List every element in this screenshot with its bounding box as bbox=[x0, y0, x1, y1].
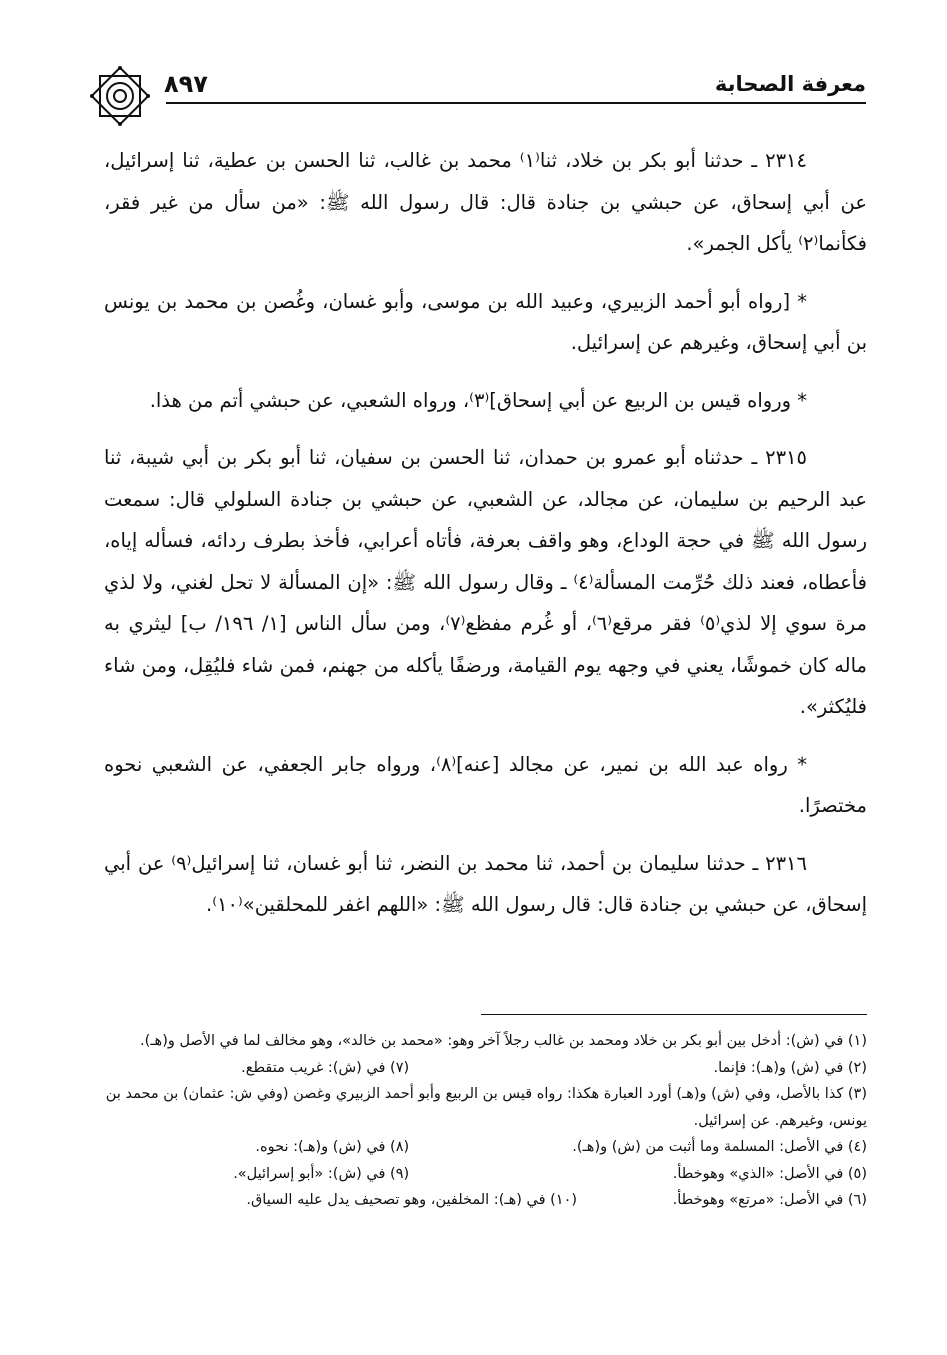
footnote-10: (١٠) في (هـ): المخلفين، وهو تصحيف يدل عليه السياق. bbox=[246, 1192, 578, 1208]
footnote-6: (٦) في الأصل: «مرتع» وهوخطأ. bbox=[672, 1192, 867, 1208]
footnote-7: (٧) في (ش): غريب متقطع. bbox=[241, 1059, 410, 1076]
header-divider bbox=[166, 102, 866, 104]
hadith-2316: ٢٣١٦ ـ حدثنا سليمان بن أحمد، ثنا محمد بن النضر، ثنا أبو غسان، ثنا إسرائيل⁽٩⁾ عن أبي إسحاق، عن حبشي بن جنادة قال: قال رسول الله ﷺ: «اللهم اغفر للمحلقين»⁽١٠⁾. bbox=[104, 851, 867, 916]
footnote-4: (٤) في الأصل: المسلمة وما أثبت من (ش) و(هـ). bbox=[572, 1139, 867, 1155]
running-title: معرفة الصحابة bbox=[714, 72, 866, 96]
narration-note-2: * ورواه قيس بن الربيع عن أبي إسحاق]⁽٣⁾، ورواه الشعبي، عن حبشي أتم من هذا. bbox=[149, 388, 807, 412]
footnote-row bbox=[104, 1187, 867, 1214]
footnote-3: (٣) كذا بالأصل، وفي (ش) و(هـ) أورد العبارة هكذا: رواه قيس بن الربيع وأبو أحمد الزبيري وغصن (وفي ش: عثمان) بن محمد بن يونس، وغيرهم. عن إسرائيل. bbox=[105, 1086, 867, 1129]
footnote-row bbox=[104, 1161, 867, 1188]
narration-note-3: * رواه عبد الله بن نمير، عن مجالد [عنه]⁽٨⁾، ورواه جابر الجعفي، عن الشعبي نحوه مختصرًا. bbox=[104, 752, 867, 817]
footnote-divider bbox=[481, 1014, 867, 1015]
footnotes bbox=[104, 1028, 867, 1214]
footnote-5: (٥) في الأصل: «الذي» وهوخطأ. bbox=[672, 1165, 867, 1182]
octagonal-star-ornament-icon bbox=[86, 62, 154, 130]
page-number: ٨٩٧ bbox=[164, 70, 208, 98]
footnote-9: (٩) في (ش): «أبو إسرائيل». bbox=[233, 1165, 410, 1182]
page-header bbox=[86, 62, 866, 132]
footnote-row bbox=[104, 1055, 867, 1082]
footnote-row bbox=[104, 1134, 867, 1161]
hadith-2314: ٢٣١٤ ـ حدثنا أبو بكر بن خلاد، ثنا⁽١⁾ محمد بن غالب، ثنا الحسن بن عطية، ثنا إسرائيل، عن أبي إسحاق، عن حبشي بن جنادة قال: قال رسول الله ﷺ: «من سأل من غير فقر، فكأنما⁽٢⁾ يأكل الجمر». bbox=[104, 149, 867, 255]
hadith-2315: ٢٣١٥ ـ حدثناه أبو عمرو بن حمدان، ثنا الحسن بن سفيان، ثنا أبو بكر بن أبي شيبة، ثنا عبد الرحيم بن سليمان، عن مجالد، عن الشعبي، عن حبشي بن جنادة السلولي قال: سمعت رسول الله ﷺ في حجة الوداع، وهو واقف بعرفة، فأتاه أعرابي، فأخذ بطرف ردائه، فسأله إياه، فأعطاه، فعند ذلك حُرِّمت المسألة⁽٤⁾ ـ وقال رسول الله ﷺ: «إن المسألة لا تحل لغني، ولا لذي مرة سوي إلا لذي⁽٥⁾ فقر مرقع⁽٦⁾، أو غُرم مفظع⁽٧⁾، ومن سأل الناس [١/ ١٩٦/ ب] ليثري به ماله كان خموشًا، يعني في وجهه يوم القيامة، ورضفًا يأكله من جهنم، فمن شاء فليُقِل، ومن شاء فليُكثر». bbox=[104, 446, 868, 718]
footnote-2: (٢) في (ش) و(هـ): فإنما. bbox=[713, 1059, 867, 1076]
narration-note-1: * [رواه أبو أحمد الزبيري، وعبيد الله بن موسى، وأبو غسان، وغُصن بن محمد بن يونس بن أبي إسحاق، وغيرهم عن إسرائيل. bbox=[104, 289, 867, 354]
footnote-8: (٨) في (ش) و(هـ): نحوه. bbox=[255, 1139, 410, 1155]
footnote-1: (١) في (ش): أدخل بين أبو بكر بن خلاد ومحمد بن غالب رجلاً آخر وهو: «محمد بن خالد»، وهو مخالف لما في الأصل و(هـ). bbox=[140, 1033, 867, 1049]
main-text bbox=[104, 140, 867, 933]
